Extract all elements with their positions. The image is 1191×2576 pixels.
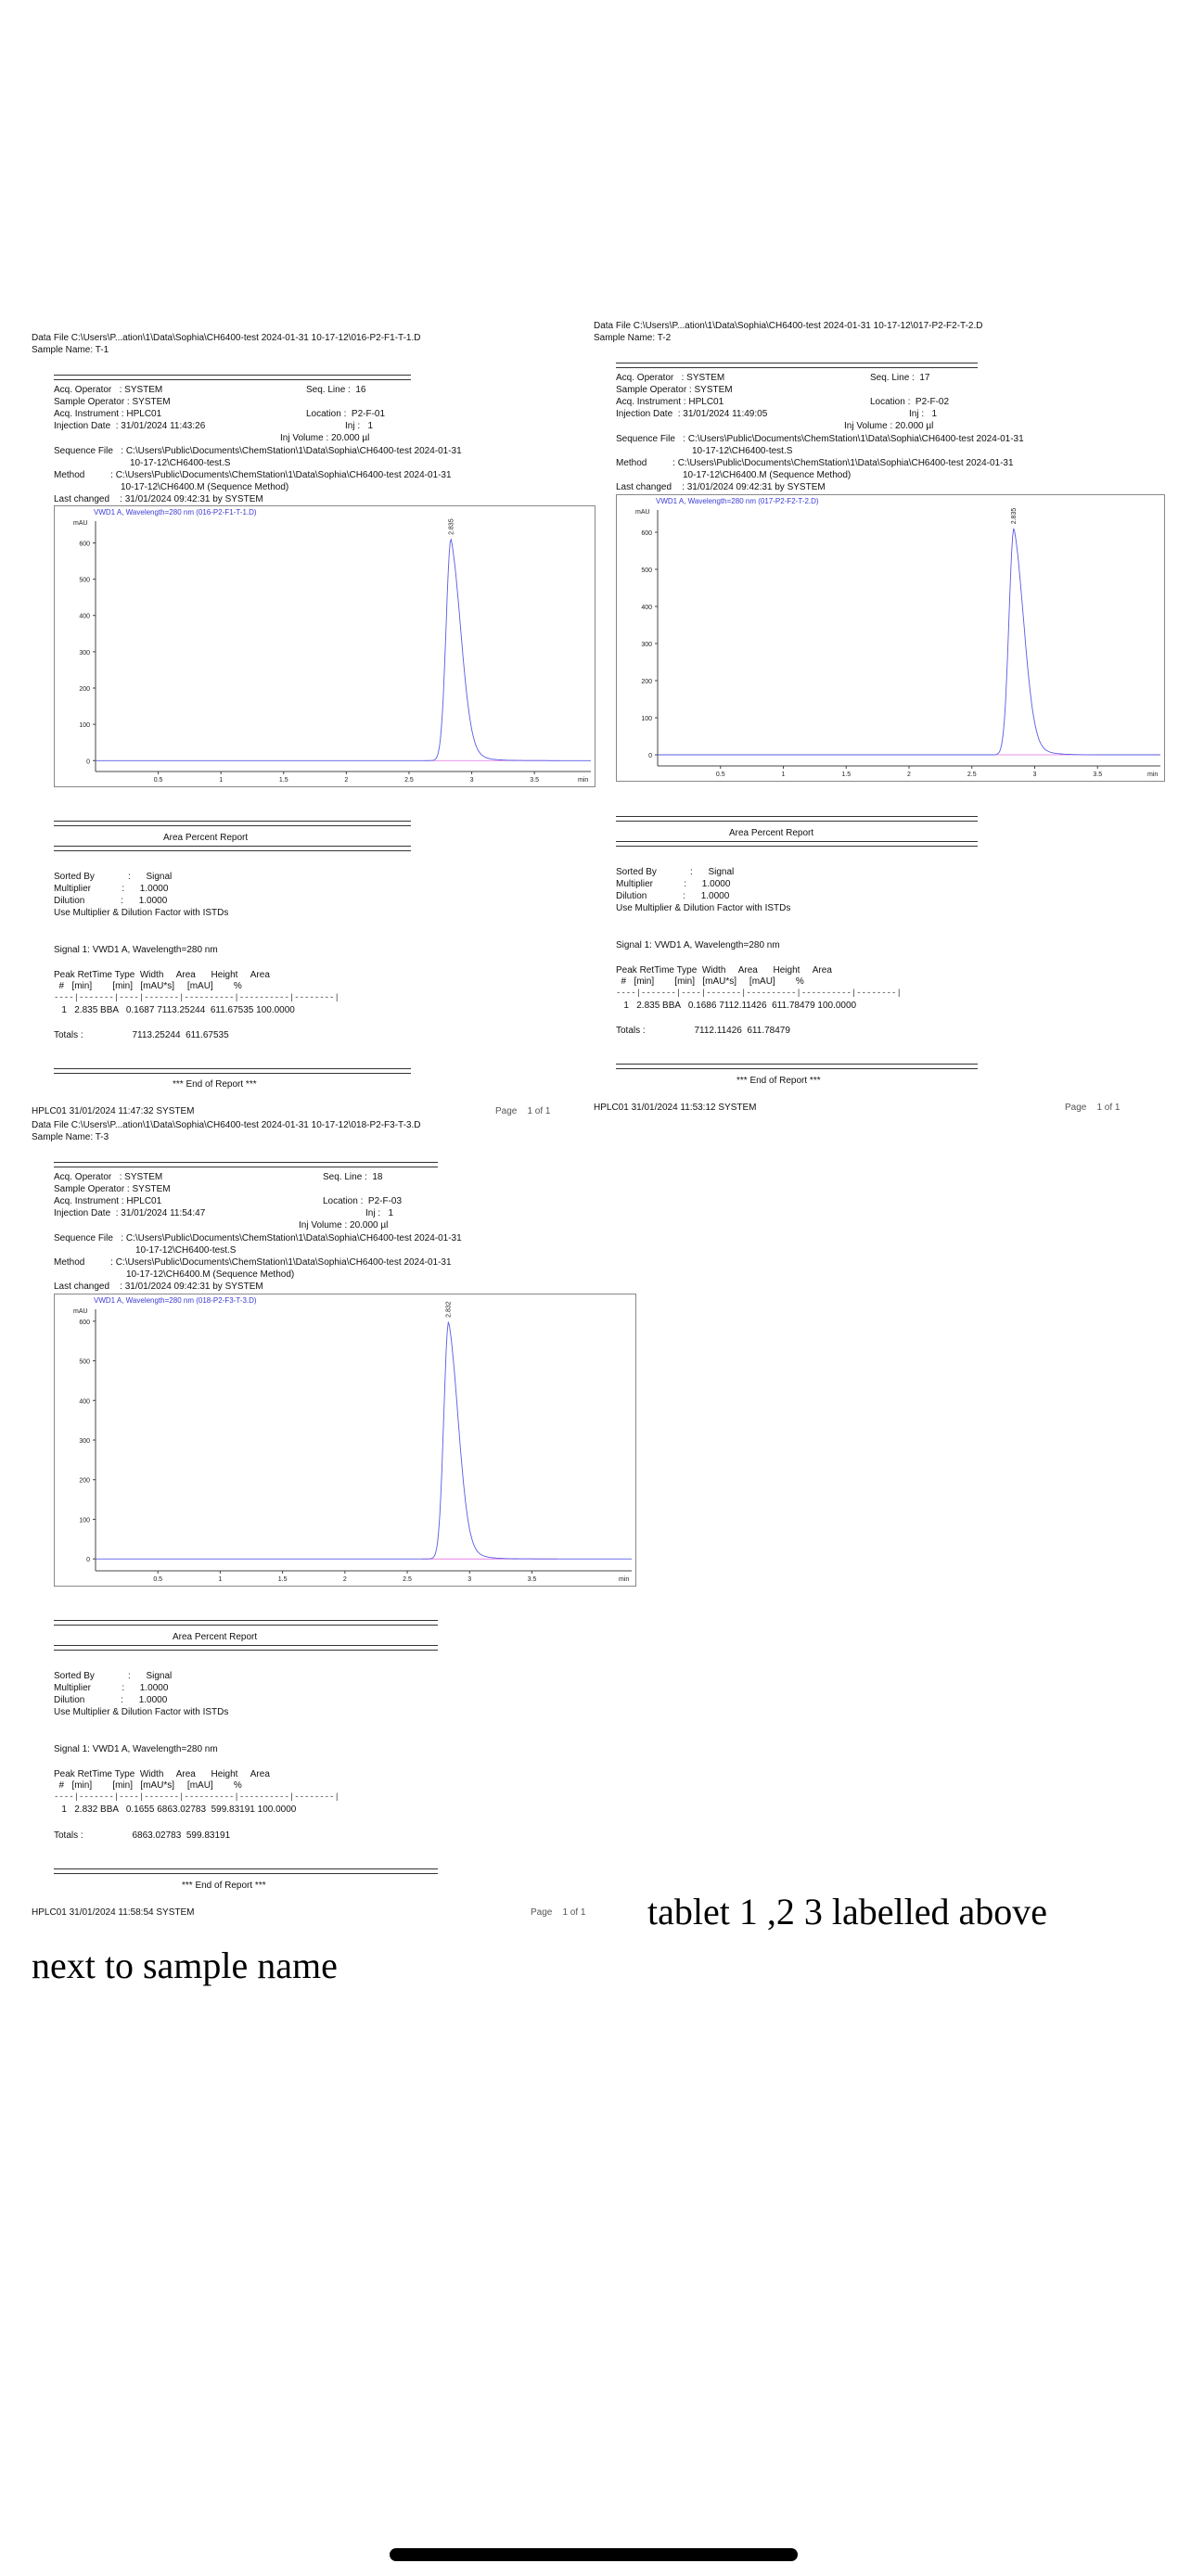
- footer-left: HPLC01 31/01/2024 11:58:54 SYSTEM: [32, 1907, 195, 1918]
- area-rule-bottom: [54, 846, 411, 851]
- chromatogram-t3: [54, 1294, 636, 1587]
- sequence-file: Sequence File : C:\Users\Public\Documents\ChemStation\1\Data\Sophia\CH6400-test 2024-01-31: [54, 1233, 462, 1243]
- y-tick-label: 600: [79, 541, 90, 548]
- signal-trace: [96, 540, 591, 761]
- data-file-line: Data File C:\Users\P...ation\1\Data\Sophia\CH6400-test 2024-01-31 10-17-12\016-P2-F1-T-1.D: [32, 333, 421, 343]
- footer-page: Page 1 of 1: [531, 1907, 586, 1918]
- y-tick-label: 200: [79, 686, 90, 693]
- inj-volume: Inj Volume : 20.000 µl: [299, 1220, 389, 1231]
- y-tick-label: 600: [641, 530, 652, 537]
- x-unit-label: min: [1147, 772, 1159, 778]
- totals: Totals : 6863.02783 599.83191: [54, 1830, 231, 1841]
- inj: Inj : 1: [909, 409, 938, 419]
- table-row: 1 2.832 BBA 0.1655 6863.02783 599.83191 100.0000: [54, 1804, 297, 1815]
- table-separator: ----|-------|----|-------|----------|----------|--------|: [54, 993, 339, 1002]
- area-percent-title: Area Percent Report: [173, 1632, 258, 1642]
- footer-page: Page 1 of 1: [1065, 1103, 1121, 1113]
- y-tick-label: 500: [79, 1358, 90, 1366]
- data-file-line: Data File C:\Users\P...ation\1\Data\Sophia\CH6400-test 2024-01-31 10-17-12\018-P2-F3-T-3.D: [32, 1120, 421, 1130]
- location: Location : P2-F-01: [306, 409, 386, 419]
- dilution: Dilution : 1.0000: [54, 896, 168, 906]
- inj-volume: Inj Volume : 20.000 µl: [280, 433, 370, 443]
- injection-date: Injection Date : 31/01/2024 11:43:26: [54, 421, 206, 431]
- location: Location : P2-F-03: [323, 1196, 403, 1206]
- x-tick-label: 2.5: [967, 772, 977, 778]
- footer-left: HPLC01 31/01/2024 11:47:32 SYSTEM: [32, 1106, 195, 1116]
- method-cont: 10-17-12\CH6400.M (Sequence Method): [121, 482, 289, 492]
- last-changed: Last changed : 31/01/2024 09:42:31 by SYSTEM: [54, 1282, 263, 1292]
- sorted-by: Sorted By : Signal: [54, 872, 173, 882]
- chromatogram-svg: [55, 1294, 635, 1586]
- sorted-by: Sorted By : Signal: [54, 1671, 173, 1681]
- injection-date: Injection Date : 31/01/2024 11:54:47: [54, 1208, 206, 1218]
- sample-operator: Sample Operator : SYSTEM: [54, 397, 171, 407]
- x-tick-label: 3: [469, 777, 474, 784]
- y-tick-label: 0: [86, 759, 90, 766]
- multiplier: Multiplier : 1.0000: [54, 1683, 169, 1693]
- end-rule: [616, 1064, 978, 1069]
- acq-operator: Acq. Operator : SYSTEM: [54, 1172, 163, 1182]
- chromatogram-svg: [617, 495, 1164, 781]
- area-rule-bottom: [54, 1645, 438, 1651]
- injection-date: Injection Date : 31/01/2024 11:49:05: [616, 409, 768, 419]
- x-tick-label: 2: [907, 772, 911, 778]
- y-tick-label: 300: [79, 649, 90, 657]
- y-tick-label: 200: [641, 679, 652, 685]
- location: Location : P2-F-02: [870, 397, 950, 407]
- inj: Inj : 1: [365, 1208, 394, 1218]
- x-tick-label: 2.5: [403, 1576, 412, 1583]
- table-separator: ----|-------|----|-------|----------|----------|--------|: [616, 988, 902, 998]
- table-header: Peak RetTime Type Width Area Height Area: [616, 965, 832, 976]
- multiplier: Multiplier : 1.0000: [54, 884, 169, 894]
- y-tick-label: 400: [641, 605, 652, 611]
- x-tick-label: 1: [218, 1576, 223, 1583]
- dilution: Dilution : 1.0000: [616, 891, 730, 901]
- y-unit-label: mAU: [73, 520, 88, 527]
- x-tick-label: 1: [781, 772, 786, 778]
- sample-name: Sample Name: T-1: [32, 345, 109, 355]
- end-rule: [54, 1868, 438, 1874]
- sequence-file: Sequence File : C:\Users\Public\Documents\ChemStation\1\Data\Sophia\CH6400-test 2024-01-31: [616, 434, 1024, 444]
- x-tick-label: 3: [1032, 772, 1037, 778]
- acq-instrument: Acq. Instrument : HPLC01: [616, 397, 724, 407]
- x-tick-label: 3.5: [530, 777, 540, 784]
- acq-operator: Acq. Operator : SYSTEM: [54, 385, 163, 395]
- table-header-units: # [min] [min] [mAU*s] [mAU] %: [54, 981, 242, 991]
- area-rule-bottom: [616, 841, 978, 847]
- acq-instrument: Acq. Instrument : HPLC01: [54, 1196, 162, 1206]
- x-tick-label: 0.5: [715, 772, 725, 778]
- sorted-by: Sorted By : Signal: [616, 867, 735, 877]
- peak-label: 2.832: [445, 1301, 453, 1318]
- y-tick-label: 0: [86, 1557, 90, 1564]
- sequence-file-cont: 10-17-12\CH6400-test.S: [135, 1245, 237, 1256]
- inj: Inj : 1: [345, 421, 374, 431]
- y-unit-label: mAU: [635, 509, 650, 516]
- annotation-tablets-labelled: tablet 1 ,2 3 labelled above: [647, 1891, 1047, 1932]
- x-tick-label: 1: [219, 777, 224, 784]
- method-cont: 10-17-12\CH6400.M (Sequence Method): [126, 1269, 295, 1280]
- footer-left: HPLC01 31/01/2024 11:53:12 SYSTEM: [594, 1103, 757, 1113]
- method-cont: 10-17-12\CH6400.M (Sequence Method): [683, 470, 852, 480]
- x-tick-label: 3.5: [527, 1576, 537, 1583]
- x-tick-label: 2: [344, 777, 349, 784]
- chromatogram-svg: [55, 506, 595, 786]
- area-percent-title: Area Percent Report: [163, 833, 249, 843]
- signal-trace: [658, 529, 1160, 755]
- header-rule: [54, 375, 411, 380]
- table-header: Peak RetTime Type Width Area Height Area: [54, 970, 270, 980]
- table-row: 1 2.835 BBA 0.1687 7113.25244 611.67535 100.0000: [54, 1005, 295, 1015]
- y-tick-label: 100: [79, 722, 90, 730]
- sequence-file-cont: 10-17-12\CH6400-test.S: [130, 458, 231, 468]
- y-tick-label: 500: [641, 567, 652, 574]
- area-rule-top: [54, 1620, 438, 1626]
- acq-instrument: Acq. Instrument : HPLC01: [54, 409, 162, 419]
- method: Method : C:\Users\Public\Documents\ChemStation\1\Data\Sophia\CH6400-test 2024-01-31: [54, 1257, 452, 1268]
- use-multiplier: Use Multiplier & Dilution Factor with ISTDs: [54, 908, 229, 918]
- signal-title: VWD1 A, Wavelength=280 nm (017-P2-F2-T-2.D): [656, 497, 819, 505]
- x-tick-label: 0.5: [153, 777, 163, 784]
- sequence-file-cont: 10-17-12\CH6400-test.S: [692, 446, 793, 456]
- x-unit-label: min: [578, 777, 589, 784]
- chromatogram-t2: [616, 494, 1165, 782]
- footer-page: Page 1 of 1: [495, 1106, 551, 1116]
- x-tick-label: 3.5: [1093, 772, 1103, 778]
- seq-line: Seq. Line : 18: [323, 1172, 383, 1182]
- y-tick-label: 100: [641, 716, 652, 722]
- end-of-report: *** End of Report ***: [736, 1076, 821, 1086]
- sample-name: Sample Name: T-3: [32, 1132, 109, 1142]
- table-header-units: # [min] [min] [mAU*s] [mAU] %: [616, 976, 804, 987]
- chromatogram-t1: [54, 505, 596, 787]
- y-tick-label: 300: [79, 1438, 90, 1445]
- y-tick-label: 400: [79, 613, 90, 620]
- seq-line: Seq. Line : 16: [306, 385, 366, 395]
- header-rule: [616, 363, 978, 368]
- totals: Totals : 7113.25244 611.67535: [54, 1030, 229, 1040]
- sample-operator: Sample Operator : SYSTEM: [54, 1184, 171, 1194]
- y-tick-label: 400: [79, 1398, 90, 1406]
- sample-operator: Sample Operator : SYSTEM: [616, 385, 733, 395]
- x-tick-label: 2.5: [404, 777, 414, 784]
- table-header-units: # [min] [min] [mAU*s] [mAU] %: [54, 1780, 242, 1791]
- table-header: Peak RetTime Type Width Area Height Area: [54, 1769, 270, 1779]
- y-tick-label: 300: [641, 642, 652, 648]
- last-changed: Last changed : 31/01/2024 09:42:31 by SYSTEM: [54, 494, 263, 504]
- y-unit-label: mAU: [73, 1308, 88, 1315]
- peak-label: 2.835: [448, 518, 455, 535]
- end-of-report: *** End of Report ***: [182, 1881, 266, 1891]
- end-of-report: *** End of Report ***: [173, 1079, 257, 1090]
- totals: Totals : 7112.11426 611.78479: [616, 1026, 790, 1036]
- dilution: Dilution : 1.0000: [54, 1695, 168, 1705]
- method: Method : C:\Users\Public\Documents\ChemStation\1\Data\Sophia\CH6400-test 2024-01-31: [616, 458, 1014, 468]
- signal-title: VWD1 A, Wavelength=280 nm (018-P2-F3-T-3.D): [94, 1296, 257, 1305]
- x-tick-label: 3: [467, 1576, 472, 1583]
- y-tick-label: 600: [79, 1319, 90, 1326]
- sample-name: Sample Name: T-2: [594, 333, 672, 343]
- y-tick-label: 200: [79, 1477, 90, 1485]
- seq-line: Seq. Line : 17: [870, 373, 930, 383]
- sequence-file: Sequence File : C:\Users\Public\Documents\ChemStation\1\Data\Sophia\CH6400-test 2024-01-31: [54, 446, 462, 456]
- use-multiplier: Use Multiplier & Dilution Factor with ISTDs: [54, 1707, 229, 1717]
- x-tick-label: 1.5: [841, 772, 852, 778]
- signal-title: VWD1 A, Wavelength=280 nm (016-P2-F1-T-1.D): [94, 508, 257, 516]
- area-rule-top: [616, 816, 978, 822]
- x-tick-label: 2: [342, 1576, 347, 1583]
- signal-line: Signal 1: VWD1 A, Wavelength=280 nm: [54, 1744, 218, 1754]
- data-file-line: Data File C:\Users\P...ation\1\Data\Sophia\CH6400-test 2024-01-31 10-17-12\017-P2-F2-T-2.D: [594, 321, 983, 331]
- acq-operator: Acq. Operator : SYSTEM: [616, 373, 725, 383]
- table-row: 1 2.835 BBA 0.1686 7112.11426 611.78479 100.0000: [616, 1001, 857, 1011]
- table-separator: ----|-------|----|-------|----------|----------|--------|: [54, 1792, 339, 1802]
- area-rule-top: [54, 821, 411, 826]
- peak-label: 2.835: [1011, 507, 1018, 525]
- y-tick-label: 0: [648, 753, 652, 759]
- last-changed: Last changed : 31/01/2024 09:42:31 by SYSTEM: [616, 482, 826, 492]
- x-tick-label: 1.5: [278, 777, 288, 784]
- signal-line: Signal 1: VWD1 A, Wavelength=280 nm: [616, 940, 780, 950]
- end-rule: [54, 1068, 411, 1074]
- x-tick-label: 1.5: [277, 1576, 288, 1583]
- annotation-next-to-sample: next to sample name: [32, 1945, 338, 1986]
- y-tick-label: 500: [79, 577, 90, 584]
- x-tick-label: 0.5: [153, 1576, 163, 1583]
- method: Method : C:\Users\Public\Documents\ChemStation\1\Data\Sophia\CH6400-test 2024-01-31: [54, 470, 452, 480]
- header-rule: [54, 1162, 438, 1167]
- multiplier: Multiplier : 1.0000: [616, 879, 731, 889]
- signal-line: Signal 1: VWD1 A, Wavelength=280 nm: [54, 945, 218, 955]
- home-indicator[interactable]: [390, 2548, 798, 2561]
- area-percent-title: Area Percent Report: [729, 828, 814, 838]
- use-multiplier: Use Multiplier & Dilution Factor with ISTDs: [616, 903, 791, 913]
- y-tick-label: 100: [79, 1517, 90, 1524]
- x-unit-label: min: [619, 1576, 630, 1583]
- inj-volume: Inj Volume : 20.000 µl: [844, 421, 934, 431]
- signal-trace: [96, 1322, 632, 1560]
